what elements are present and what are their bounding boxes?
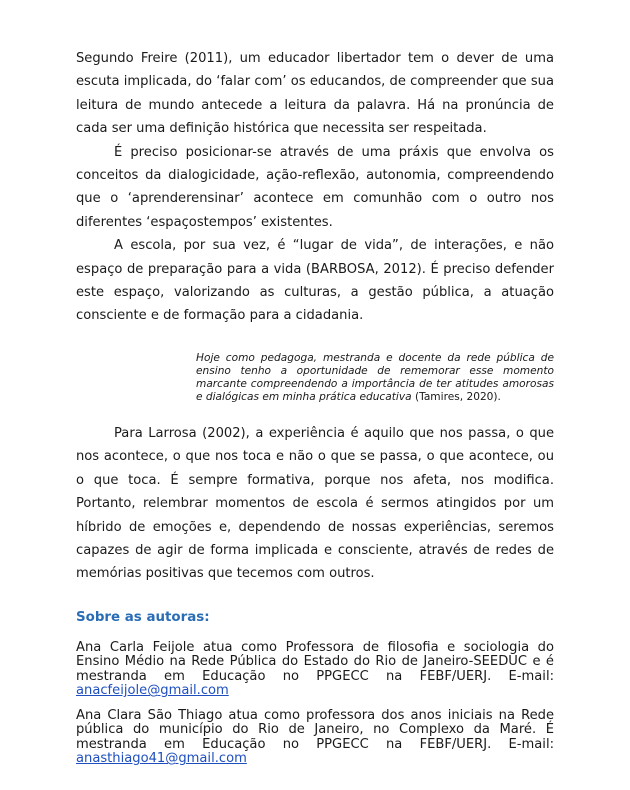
block-quote bbox=[196, 352, 554, 404]
author-bio-text: Ana Carla Feijole atua como Professora de filosofia e sociologia do Ensino Médio na Rede Pública do Estado do Rio de Janeiro-SEEDUC e é mestranda em Educação no PPGECC na FEBF/UERJ. E-mail: bbox=[76, 639, 554, 684]
quote-text: Hoje como pedagoga, mestranda e docente da rede pública de ensino tenho a oportunidade de rememorar esse momento marcante compreendendo a importância de ter atitudes amorosas e dialógicas em minha prática educativa bbox=[196, 351, 554, 403]
paragraph-escola: A escola, por sua vez, é “lugar de vida”, de interações, e não espaço de preparação para a vida (BARBOSA, 2012). É preciso defender este espaço, valorizando as culturas, a gestão pública, a atuação consciente e de formação para a cidadania. bbox=[76, 238, 554, 324]
author-bio-feijole bbox=[76, 641, 554, 699]
paragraph-larrosa: Para Larrosa (2002), a experiência é aquilo que nos passa, o que nos acontece, o que nos toca e não o que se passa, o que acontece, ou o que toca. É sempre formativa, porque nos afeta, nos modifica. Portanto, relembrar momentos de escola é sermos atingidos por um híbrido de emoções e, dependendo de nossas experiências, seremos capazes de agir de forma implicada e consciente, através de redes de memórias positivas que tecemos com outros. bbox=[76, 425, 554, 582]
paragraph-praxis: É preciso posicionar-se através de uma práxis que envolva os conceitos da dialogicidade, ação-reflexão, autonomia, compreendendo que o ‘aprenderensinar’ acontece em comunhão com o outro nos diferentes ‘espaçostempos’ existentes. bbox=[76, 144, 554, 230]
authors-heading: Sobre as autoras: bbox=[76, 609, 210, 625]
author-bio-thiago bbox=[76, 709, 554, 767]
author-bio-text: Ana Clara São Thiago atua como professora dos anos iniciais na Rede pública do município do Rio de Janeiro, no Complexo da Maré. É mestranda em Educação no PPGECC na FEBF/UERJ. E-mail: bbox=[76, 707, 554, 752]
paragraph-freire: Segundo Freire (2011), um educador libertador tem o dever de uma escuta implicada, do ‘falar com’ os educandos, de compreender que sua leitura de mundo antecede a leitura da palavra. Há na pronúncia de cada ser uma definição histórica que necessita ser respeitada. bbox=[76, 51, 554, 137]
quote-citation: (Tamires, 2020). bbox=[414, 390, 501, 403]
document-page bbox=[76, 47, 554, 767]
author-email-link[interactable]: anacfeijole@gmail.com bbox=[76, 683, 229, 699]
author-email-link[interactable]: anasthiago41@gmail.com bbox=[76, 751, 247, 767]
